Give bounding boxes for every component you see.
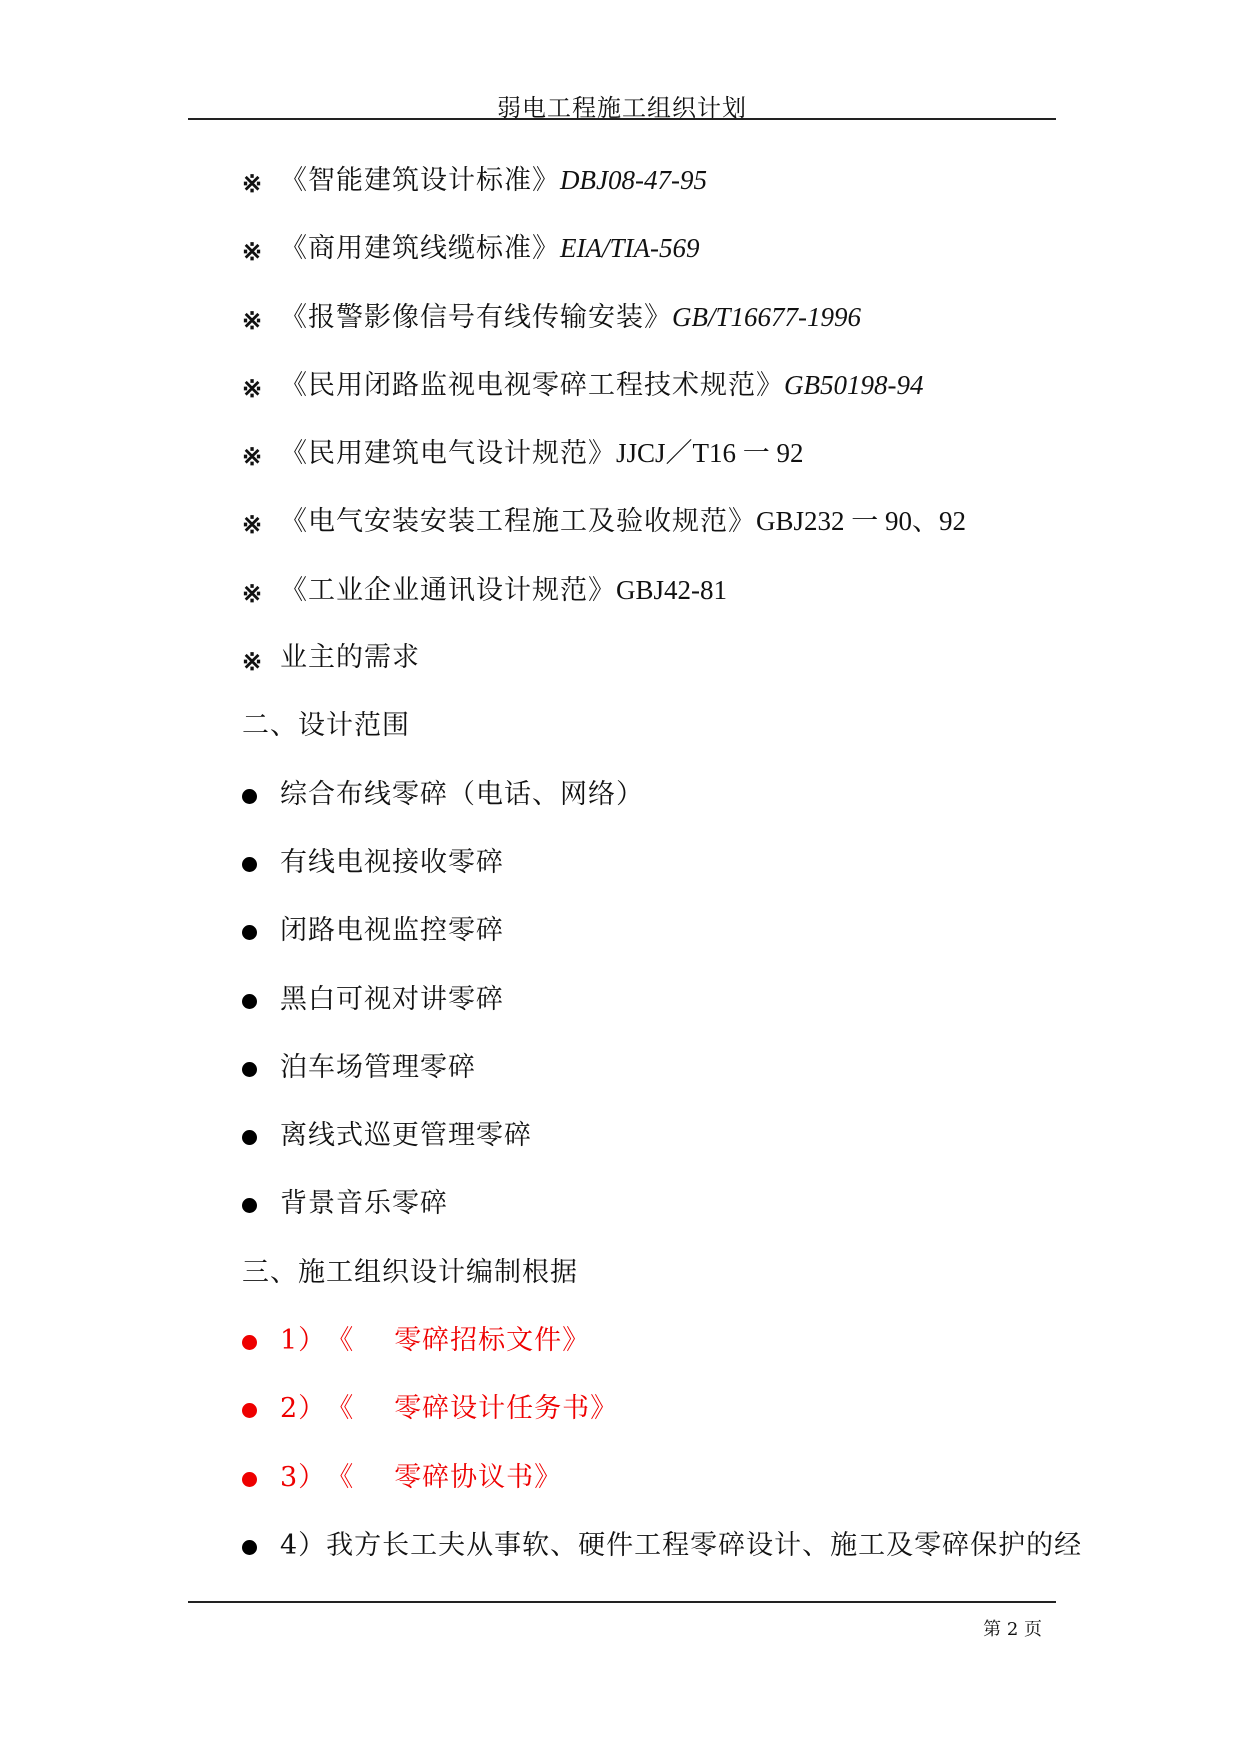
standard-name: 《报警影像信号有线传输安装》 <box>280 301 672 333</box>
list-item-text: 综合布线零碎（电话、网络） <box>280 778 644 810</box>
page-header <box>188 86 1056 120</box>
open-bracket: 《 <box>326 1461 355 1493</box>
standard-name: 《民用建筑电气设计规范》 <box>280 438 616 470</box>
list-item <box>242 1048 1062 1116</box>
document-title: 弱电工程施工组织计划 <box>497 94 747 122</box>
reference-mark-icon: ※ <box>242 373 263 403</box>
standard-name: 《工业企业通讯设计规范》 <box>280 574 616 606</box>
bullet-icon <box>242 994 257 1009</box>
standard-code: JJCJ／T16 一 92 <box>616 438 804 469</box>
standard-item <box>242 365 1062 433</box>
reference-mark-icon: ※ <box>242 169 263 198</box>
bullet-icon <box>242 1472 257 1487</box>
standard-name: 《民用闭路监视电视零碎工程技术规范》 <box>280 369 784 401</box>
item-text: 零碎协议书》 <box>394 1461 563 1493</box>
bullet-icon <box>242 1403 257 1418</box>
list-item <box>242 1389 1062 1457</box>
page-footer <box>188 1601 1056 1640</box>
standard-code: GB50198-94 <box>784 369 924 400</box>
standard-name: 《商用建筑线缆标准》 <box>280 233 560 265</box>
bullet-icon <box>242 857 257 872</box>
list-item <box>242 911 1062 979</box>
standard-code: DBJ08-47-95 <box>560 165 707 195</box>
standard-name: 《电气安装安装工程施工及验收规范》 <box>280 506 756 538</box>
list-item <box>242 1116 1062 1184</box>
list-item-text: 有线电视接收零碎 <box>280 846 504 878</box>
item-text: 零碎设计任务书》 <box>394 1393 619 1425</box>
bullet-icon <box>242 789 257 804</box>
list-item-text: 闭路电视监控零碎 <box>280 915 504 947</box>
section-title: 三、施工组织设计编制根据 <box>242 1256 578 1288</box>
standard-item <box>242 160 1062 228</box>
reference-mark-icon: ※ <box>242 442 263 472</box>
page-number: 第 2 页 <box>983 1619 1042 1640</box>
bullet-icon <box>242 1198 257 1213</box>
list-item <box>242 1458 1062 1526</box>
open-bracket: 《 <box>326 1325 355 1357</box>
list-item <box>242 980 1062 1048</box>
standard-item <box>242 433 1062 501</box>
item-number: 3） <box>280 1461 327 1493</box>
standard-item <box>242 228 1062 296</box>
standard-code: EIA/TIA-569 <box>560 233 700 264</box>
bullet-icon <box>242 1540 257 1555</box>
list-item-text: 离线式巡更管理零碎 <box>280 1120 532 1152</box>
bullet-icon <box>242 1130 257 1145</box>
section-title: 二、设计范围 <box>242 710 410 742</box>
standard-code: GBJ232 一 90、92 <box>756 506 967 537</box>
item-number: 1） <box>280 1325 327 1357</box>
list-item <box>242 843 1062 911</box>
reference-mark-icon: ※ <box>242 647 263 677</box>
reference-mark-icon: ※ <box>242 510 263 540</box>
bullet-icon <box>242 1335 257 1350</box>
standard-item <box>242 501 1062 569</box>
reference-mark-icon: ※ <box>242 237 263 267</box>
list-item-text: 4）我方长工夫从事软、硬件工程零碎设计、施工及零碎保护的经 <box>280 1529 1083 1561</box>
open-bracket: 《 <box>326 1393 355 1425</box>
page-content <box>242 160 1083 1594</box>
list-item-text: 背景音乐零碎 <box>280 1188 448 1220</box>
standard-code: GBJ42-81 <box>616 574 728 605</box>
reference-mark-icon: ※ <box>242 305 263 335</box>
standard-item <box>242 570 1062 638</box>
reference-mark-icon: ※ <box>242 578 263 608</box>
item-text: 零碎招标文件》 <box>394 1325 591 1357</box>
standard-name: 《智能建筑设计标准》 <box>280 165 560 196</box>
standard-code: GB/T16677-1996 <box>672 301 861 332</box>
list-item <box>242 1526 1083 1594</box>
section-heading <box>242 706 1062 774</box>
list-item-text: 黑白可视对讲零碎 <box>280 983 504 1015</box>
list-item <box>242 775 1062 843</box>
list-item <box>242 1184 1062 1252</box>
bullet-icon <box>242 1062 257 1077</box>
bullet-icon <box>242 925 257 940</box>
standard-item <box>242 638 1062 706</box>
standard-name: 业主的需求 <box>280 642 420 674</box>
list-item-text: 泊车场管理零碎 <box>280 1051 476 1083</box>
item-number: 2） <box>280 1393 327 1425</box>
standard-item <box>242 297 1062 365</box>
list-item <box>242 1321 1062 1389</box>
section-heading <box>242 1253 1062 1321</box>
